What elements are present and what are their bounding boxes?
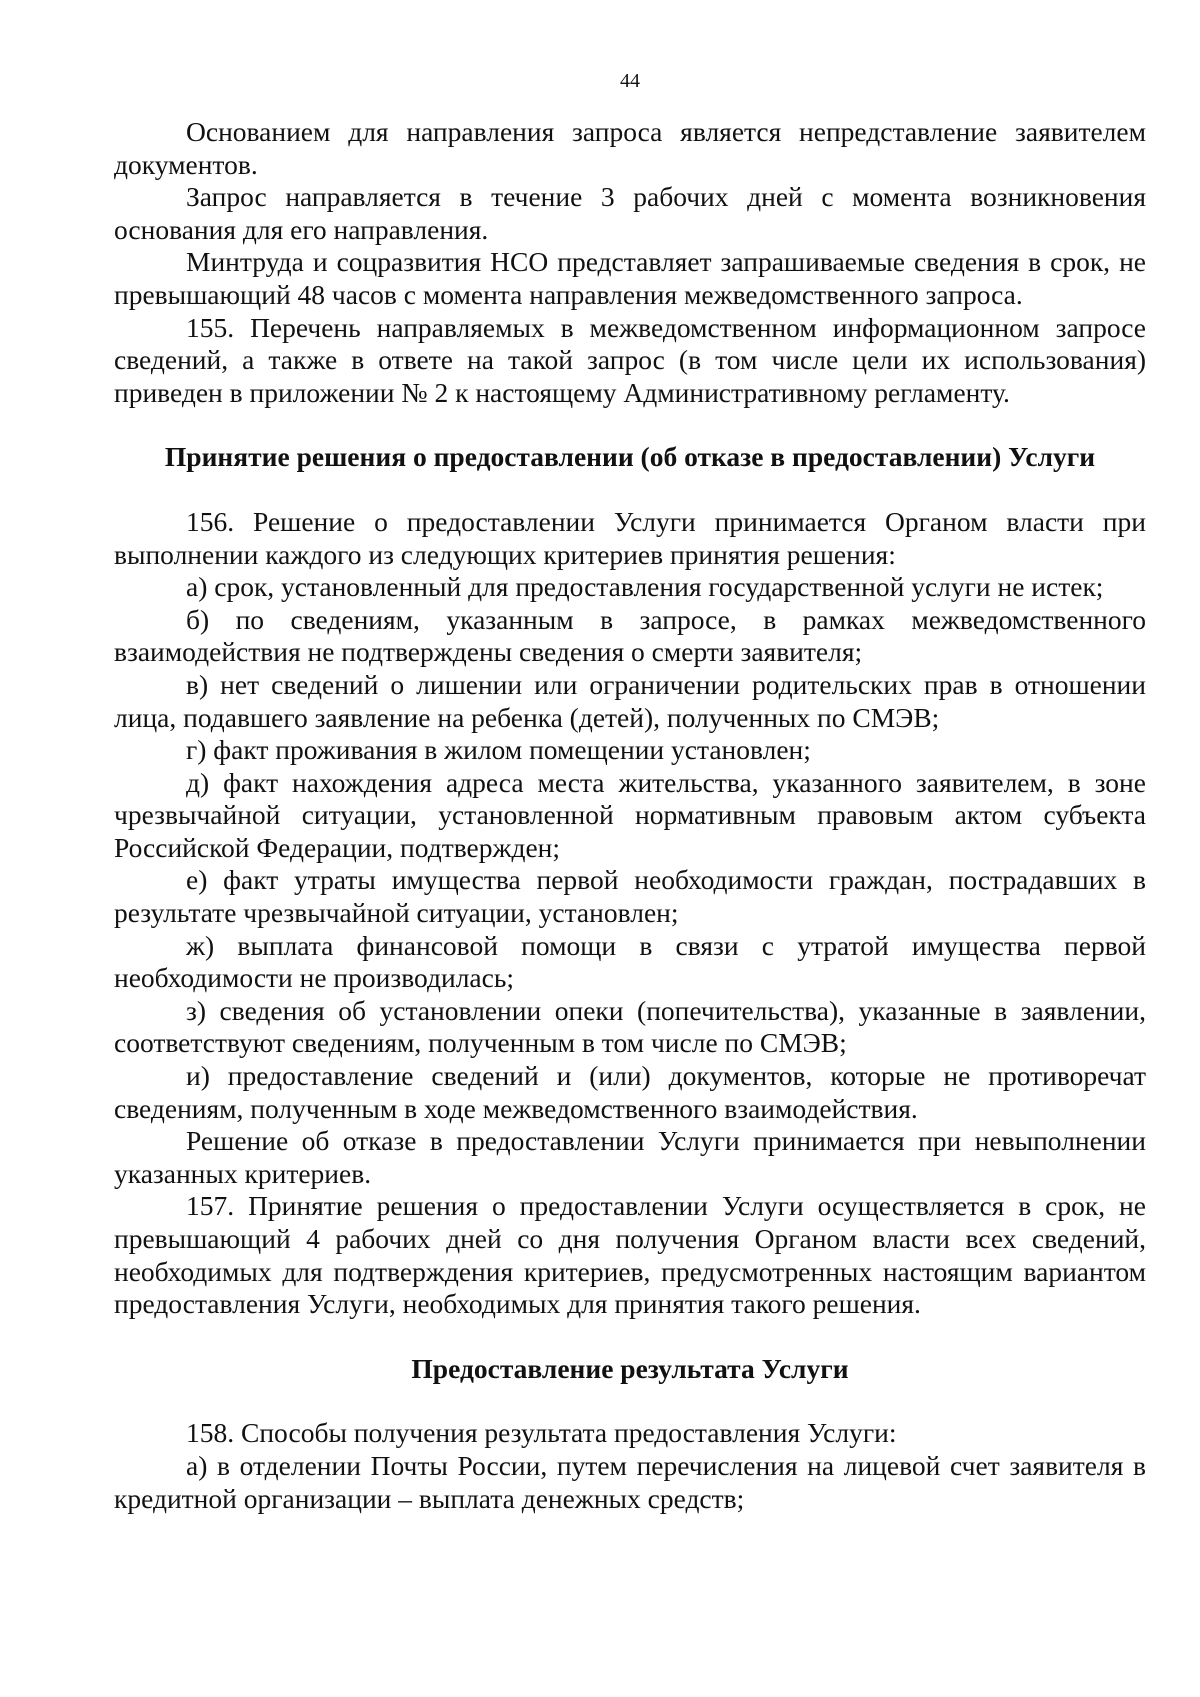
paragraph: 156. Решение о предоставлении Услуги принимается Органом власти при выполнении каждого из следующих критериев принятия решения: [114,505,1146,570]
document-body [114,116,1146,1515]
list-item: ж) выплата финансовой помощи в связи с утратой имущества первой необходимости не производилась; [114,929,1146,994]
paragraph: 158. Способы получения результата предоставления Услуги: [186,1417,897,1449]
section-heading: Принятие решения о предоставлении (об отказе в предоставлении) Услуги [164,441,1096,473]
list-item: а) срок, установленный для предоставления государственной услуги не истек; [186,571,1104,603]
paragraph: 155. Перечень направляемых в межведомственном информационном запросе сведений, а также в ответе на такой запрос (в том числе цели их использования) приведен в приложении № 2 к настоящему Административному регламенту. [114,311,1146,408]
list-item: е) факт утраты имущества первой необходимости граждан, пострадавших в результате чрезвычайной ситуации, установлен; [114,864,1146,929]
paragraph: 157. Принятие решения о предоставлении Услуги осуществляется в срок, не превышающий 4 рабочих дней со дня получения Органом власти всех сведений, необходимых для подтверждения критериев, предусмотренных настоящим вариантом предоставления Услуги, необходимых для принятия такого решения. [114,1190,1146,1320]
list-item: з) сведения об установлении опеки (попечительства), указанные в заявлении, соответствуют сведениям, полученным в том числе по СМЭВ; [114,994,1146,1059]
list-item: д) факт нахождения адреса места жительства, указанного заявителем, в зоне чрезвычайной ситуации, установленной нормативным правовым актом субъекта Российской Федерации, подтвержден; [114,766,1146,863]
page-number: 44 [620,70,640,92]
list-item: в) нет сведений о лишении или ограничении родительских прав в отношении лица, подавшего заявление на ребенка (детей), полученных по СМЭВ; [114,668,1146,733]
list-item: б) по сведениям, указанным в запросе, в рамках межведомственного взаимодействия не подтверждены сведения о смерти заявителя; [114,603,1146,668]
list-item: а) в отделении Почты России, путем перечисления на лицевой счет заявителя в кредитной организации – выплата денежных средств; [114,1449,1146,1514]
paragraph: Запрос направляется в течение 3 рабочих дней с момента возникновения основания для его направления. [114,181,1146,245]
paragraph: Минтруда и соцразвития НСО представляет запрашиваемые сведения в срок, не превышающий 48 часов с момента направления межведомственного запроса. [114,246,1146,310]
section-heading: Предоставление результата Услуги [411,1352,849,1384]
list-item: г) факт проживания в жилом помещении установлен; [186,734,811,766]
list-item: и) предоставление сведений и (или) документов, которые не противоречат сведениям, полученным в ходе межведомственного взаимодействия. [114,1060,1146,1124]
paragraph: Основанием для направления запроса является непредставление заявителем документов. [114,116,1146,180]
paragraph: Решение об отказе в предоставлении Услуги принимается при невыполнении указанных критериев. [114,1125,1146,1189]
